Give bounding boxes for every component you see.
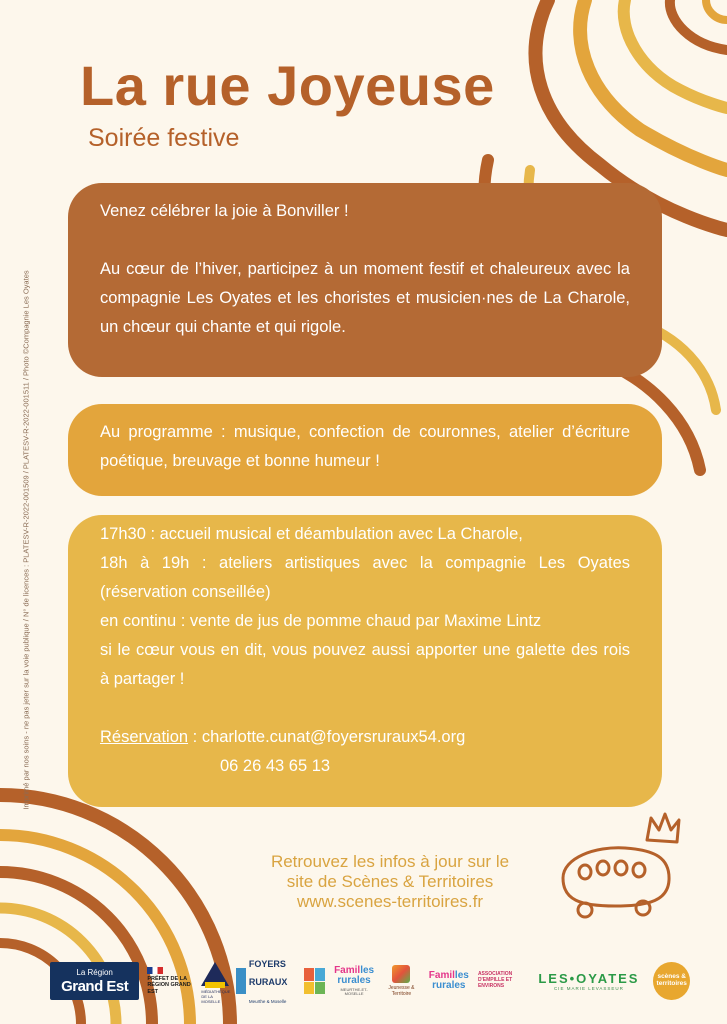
prefet-logo: PRÉFET DE LA RÉGION GRAND EST	[147, 967, 193, 995]
reservation-phone[interactable]: 06 26 43 65 13	[220, 757, 331, 775]
foyers-ruraux-logo: FOYERS RURAUX Meurthe & Moselle	[236, 954, 296, 1008]
region-grand-est-logo: La Région Grand Est	[50, 962, 139, 1000]
reservation-label: Réservation	[100, 728, 189, 746]
association-logo: ASSOCIATION D'EMPILLE ET ENVIRONS	[477, 971, 513, 989]
schedule-item: 17h30 : accueil musical et déambulation avec La Charole,	[100, 525, 523, 543]
reservation-separator: :	[188, 728, 202, 746]
schedule-item: en continu : vente de jus de pomme chaud par Maxime Lintz	[100, 612, 542, 630]
schedule-card	[68, 515, 662, 807]
bus-crown-illustration	[555, 808, 685, 928]
partner-logos	[50, 958, 690, 1004]
side-credit: Imprimé par nos soins - ne pas jeter sur la voie publique / N° de licences : PLATESV-R-2022-001509 / PLATESV-R-2022-001511 / Photo ©Compagnie Les Oyates	[21, 270, 31, 810]
invitation-intro: Venez célébrer la joie à Bonviller !	[100, 202, 349, 220]
program-card	[68, 404, 662, 496]
info-line: Retrouvez les infos à jour sur le	[270, 852, 510, 871]
invitation-body: Au cœur de l’hiver, participez à un moment festif et chaleureux avec la compagnie Les Oyates et les choristes et musicien·nes de La Charole, un chœur qui chante et qui rigole.	[100, 260, 630, 336]
colored-grid-logo	[304, 968, 325, 994]
familles-rurales-logo-2: Familles rurales	[428, 970, 469, 991]
french-flag-icon	[147, 967, 163, 974]
info-url[interactable]: www.scenes-territoires.fr	[296, 892, 484, 911]
reservation-email[interactable]: charlotte.cunat@foyersruraux54.org	[201, 728, 466, 746]
info-line: site de Scènes & Territoires	[286, 872, 494, 891]
reservation-line	[100, 723, 630, 752]
page-subtitle: Soirée festive	[88, 124, 240, 152]
info-block	[225, 852, 555, 912]
mediatheque-logo: MÉDIATHÈQUE DE LA MOSELLE	[201, 962, 228, 1000]
program-body: Au programme : musique, confection de couronnes, atelier d’écriture poétique, breuvage et bonne humeur !	[100, 423, 630, 470]
scenes-territoires-logo: scènes & territoires	[653, 962, 689, 1000]
page-title: La rue Joyeuse	[80, 54, 495, 117]
schedule-item: si le cœur vous en dit, vous pouvez aussi apporter une galette des rois à partager !	[100, 641, 630, 688]
les-oyates-logo: LES•OYATES CIE MARIE LEVASSEUR	[538, 971, 640, 991]
jeunesse-territoire-logo: Jeunesse & Territoire	[383, 965, 419, 997]
invitation-card	[68, 183, 662, 377]
schedule-item: 18h à 19h : ateliers artistiques avec la compagnie Les Oyates (réservation conseillée)	[100, 554, 630, 601]
familles-rurales-logo: Familles rurales MEURTHE-ET-MOSELLE	[334, 965, 375, 996]
crown-icon	[647, 814, 679, 842]
